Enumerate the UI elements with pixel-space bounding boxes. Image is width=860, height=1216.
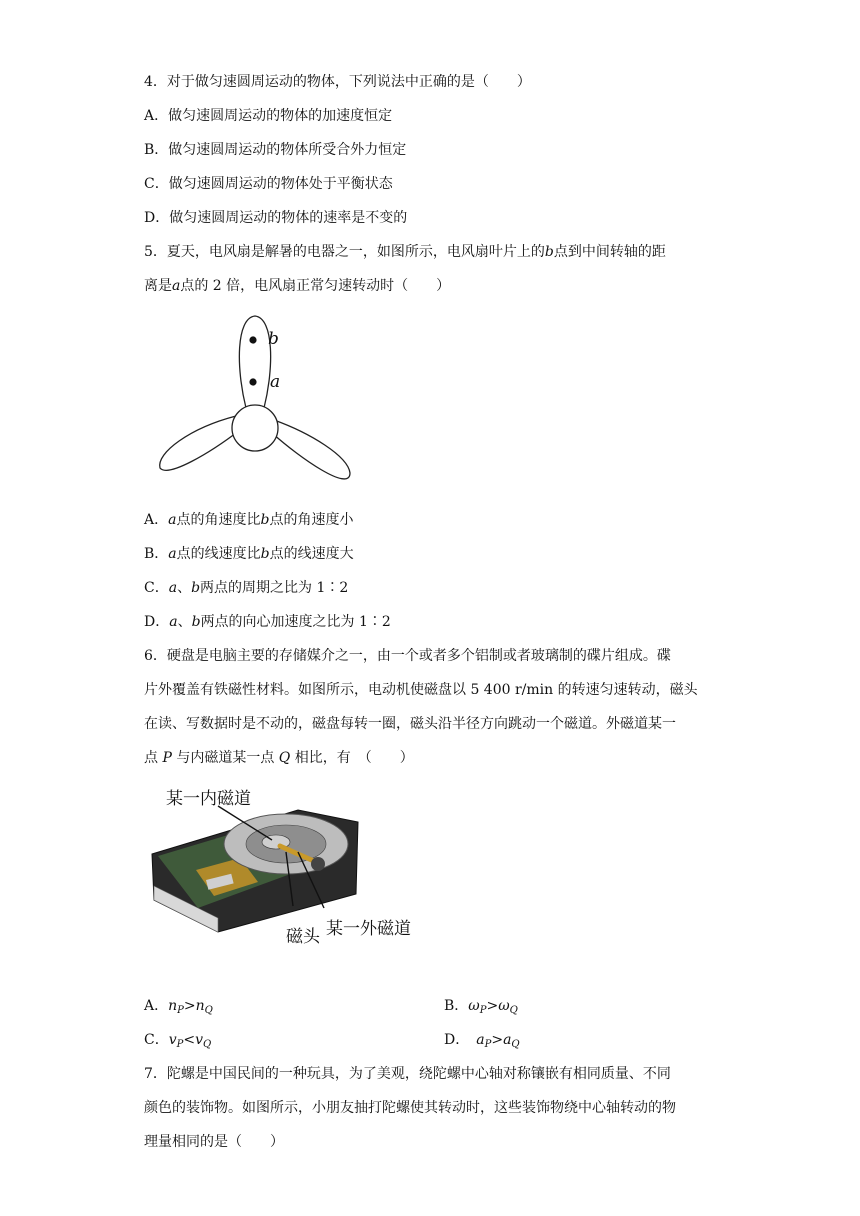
label-read-head: 磁头 xyxy=(286,927,320,947)
q5-option-d: D．a、b两点的向心加速度之比为 1∶2 xyxy=(144,614,391,630)
q5-stem-line2: 离是a点的 2 倍，电风扇正常匀速转动时（ ） xyxy=(144,278,451,294)
point-b-dot xyxy=(249,336,256,343)
q6-option-b: B．$\omega_P>\omega_Q$ xyxy=(444,998,518,1016)
fan-hub xyxy=(232,405,278,451)
fan-figure xyxy=(150,308,360,488)
q5-option-a: A．a点的角速度比b点的角速度小 xyxy=(144,512,354,528)
q4-stem: 4．对于做匀速圆周运动的物体，下列说法中正确的是（ ） xyxy=(144,74,531,90)
label-outer-track: 某一外磁道 xyxy=(326,919,411,939)
q5-stem-line1: 5．夏天，电风扇是解暑的电器之一，如图所示，电风扇叶片上的b点到中间转轴的距 xyxy=(144,244,666,260)
point-a-label: a xyxy=(270,372,281,392)
q7-stem-line1: 7．陀螺是中国民间的一种玩具，为了美观，绕陀螺中心轴对称镶嵌有相同质量、不同 xyxy=(144,1066,671,1082)
q6-option-c: C．$v_P<v_Q$ xyxy=(144,1032,212,1050)
q6-stem-line1: 6．硬盘是电脑主要的存储媒介之一，由一个或者多个铝制或者玻璃制的碟片组成。碟 xyxy=(144,648,671,664)
fan-blade-right xyxy=(272,420,350,479)
q7-stem-line3: 理量相同的是（ ） xyxy=(144,1134,284,1150)
q6-option-a: A．$n_P>n_Q$ xyxy=(144,998,213,1016)
q6-option-d: D． $a_P>a_Q$ xyxy=(444,1032,520,1050)
fan-blade-left xyxy=(160,416,240,470)
q6-stem-line3: 在读、写数据时是不动的，磁盘每转一圈，磁头沿半径方向跳动一个磁道。外磁道某一 xyxy=(144,716,676,732)
q4-option-c: C．做匀速圆周运动的物体处于平衡状态 xyxy=(144,176,393,192)
point-a-dot xyxy=(249,378,256,385)
label-inner-track: 某一内磁道 xyxy=(166,789,251,809)
hard-disk-figure xyxy=(148,782,428,952)
q5-option-b: B．a点的线速度比b点的线速度大 xyxy=(144,546,354,562)
q4-option-b: B．做匀速圆周运动的物体所受合外力恒定 xyxy=(144,142,407,158)
q4-option-a: A．做匀速圆周运动的物体的加速度恒定 xyxy=(144,108,393,124)
q5-option-c: C．a、b两点的周期之比为 1∶2 xyxy=(144,580,349,596)
q6-stem-line2: 片外覆盖有铁磁性材料。如图所示，电动机使磁盘以 5 400 r/min 的转速匀速转动，磁头 xyxy=(144,682,698,698)
fan-blade-top xyxy=(239,316,270,408)
q6-stem-line4: 点 P 与内磁道某一点 Q 相比，有 （ ） xyxy=(144,750,414,766)
q7-stem-line2: 颜色的装饰物。如图所示，小朋友抽打陀螺使其转动时，这些装饰物绕中心轴转动的物 xyxy=(144,1100,676,1116)
q4-option-d: D．做匀速圆周运动的物体的速率是不变的 xyxy=(144,210,408,226)
point-b-label: b xyxy=(268,329,279,349)
